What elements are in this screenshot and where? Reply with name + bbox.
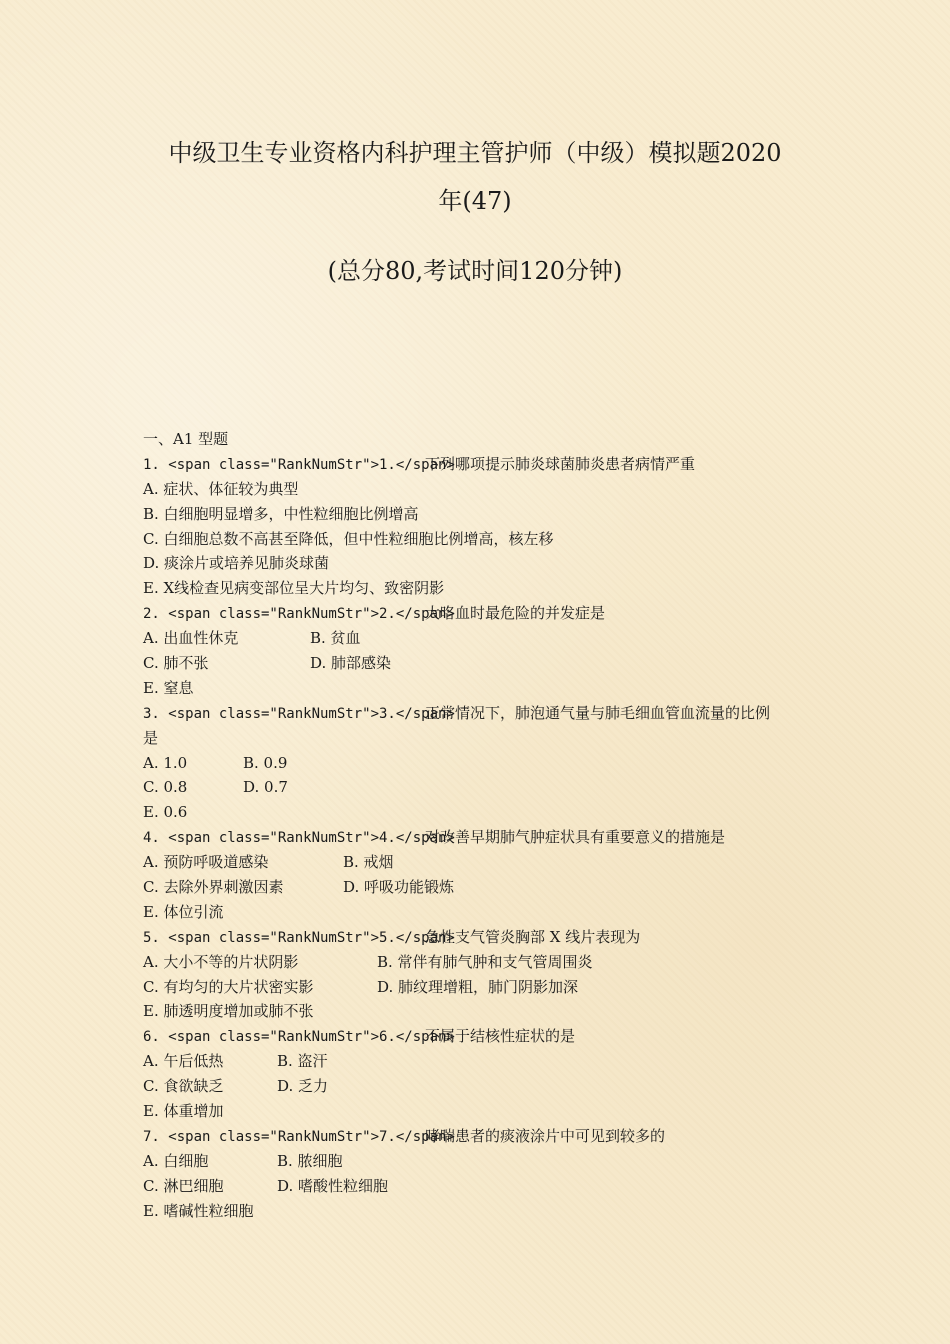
option-row — [143, 975, 823, 1000]
questions-container — [143, 452, 823, 1224]
answer-option: D. 0.7 — [243, 778, 288, 797]
document-title-line1: 中级卫生专业资格内科护理主管护师（中级）模拟题2020 — [168, 139, 782, 167]
document-title-line2: 年(47) — [438, 187, 512, 215]
question-number: 5. <span class="RankNumStr">5.</span> — [143, 929, 455, 946]
answer-option: C. 去除外界刺激因素 — [143, 878, 284, 897]
question-stem-line — [143, 452, 823, 477]
answer-option: B. 常伴有肺气肿和支气管周围炎 — [377, 952, 593, 971]
question-stem: 对改善早期肺气肿症状具有重要意义的措施是 — [425, 828, 726, 847]
answer-option: B. 0.9 — [243, 753, 288, 772]
answer-option: E. 肺透明度增加或肺不张 — [143, 1002, 314, 1021]
option-row — [143, 527, 823, 552]
option-row — [143, 800, 823, 825]
option-row — [143, 999, 823, 1024]
answer-option: B. 盗汗 — [277, 1052, 328, 1071]
question-number: 7. <span class="RankNumStr">7.</span> — [143, 1128, 455, 1145]
question-stem-line — [143, 701, 823, 726]
question-number: 1. <span class="RankNumStr">1.</span> — [143, 456, 455, 473]
question-number: 3. <span class="RankNumStr">3.</span> — [143, 705, 455, 722]
document-subtitle: (总分80,考试时间120分钟) — [327, 257, 623, 285]
option-row — [143, 551, 823, 576]
answer-option: D. 肺部感染 — [310, 654, 392, 673]
question-item — [143, 1124, 823, 1224]
question-item — [143, 925, 823, 1025]
option-row — [143, 1074, 823, 1099]
option-row — [143, 676, 823, 701]
question-stem: 大咯血时最危险的并发症是 — [425, 604, 606, 623]
answer-option: C. 白细胞总数不高甚至降低，但中性粒细胞比例增高，核左移 — [143, 529, 554, 548]
question-item — [143, 601, 823, 701]
answer-option: E. 嗜碱性粒细胞 — [143, 1201, 254, 1220]
question-stem: 不属于结核性症状的是 — [425, 1027, 576, 1046]
option-row — [143, 576, 823, 601]
option-row — [143, 1174, 823, 1199]
question-number: 2. <span class="RankNumStr">2.</span> — [143, 606, 455, 623]
question-stem: 下列哪项提示肺炎球菌肺炎患者病情严重 — [425, 454, 696, 473]
option-row — [143, 900, 823, 925]
answer-option: B. 白细胞明显增多，中性粒细胞比例增高 — [143, 504, 419, 523]
option-row — [143, 502, 823, 527]
question-item — [143, 825, 823, 925]
answer-option: D. 痰涂片或培养见肺炎球菌 — [143, 554, 330, 573]
answer-option: B. 贫血 — [310, 629, 361, 648]
option-row — [143, 950, 823, 975]
question-stem-line — [143, 825, 823, 850]
question-stem: 急性支气管炎胸部 X 线片表现为 — [425, 927, 641, 946]
question-number: 6. <span class="RankNumStr">6.</span> — [143, 1029, 455, 1046]
answer-option: E. 体位引流 — [143, 902, 224, 921]
answer-option: C. 0.8 — [143, 778, 188, 797]
option-row — [143, 477, 823, 502]
option-row — [143, 850, 823, 875]
question-item — [143, 1024, 823, 1124]
answer-option: B. 戒烟 — [343, 853, 394, 872]
question-stem: 哮喘患者的痰液涂片中可见到较多的 — [425, 1126, 666, 1145]
option-row — [143, 875, 823, 900]
question-stem-line — [143, 925, 823, 950]
question-item — [143, 452, 823, 601]
answer-option: A. 出血性休克 — [143, 629, 239, 648]
answer-option: E. 0.6 — [143, 803, 188, 822]
answer-option: A. 预防呼吸道感染 — [143, 853, 269, 872]
answer-option: E. X线检查见病变部位呈大片均匀、致密阴影 — [143, 579, 445, 598]
question-list — [143, 427, 823, 1224]
answer-option: D. 肺纹理增粗，肺门阴影加深 — [377, 977, 579, 996]
answer-option: C. 肺不张 — [143, 654, 209, 673]
option-row — [143, 651, 823, 676]
question-stem-line — [143, 601, 823, 626]
answer-option: A. 大小不等的片状阴影 — [143, 952, 299, 971]
question-number: 4. <span class="RankNumStr">4.</span> — [143, 830, 455, 847]
answer-option: A. 午后低热 — [143, 1052, 224, 1071]
option-row — [143, 751, 823, 776]
answer-option: E. 体重增加 — [143, 1102, 224, 1121]
question-stem: 正常情况下，肺泡通气量与肺毛细血管血流量的比例 — [425, 703, 771, 722]
answer-option: C. 有均匀的大片状密实影 — [143, 977, 314, 996]
answer-option: C. 食欲缺乏 — [143, 1077, 224, 1096]
section-heading: 一、A1 型题 — [143, 430, 229, 448]
answer-option: B. 脓细胞 — [277, 1151, 343, 1170]
option-row — [143, 1199, 823, 1224]
question-item — [143, 701, 823, 825]
answer-option: C. 淋巴细胞 — [143, 1176, 224, 1195]
answer-option: A. 症状、体征较为典型 — [143, 479, 299, 498]
question-stem-line — [143, 1124, 823, 1149]
answer-option: A. 1.0 — [143, 753, 188, 772]
option-row — [143, 1149, 823, 1174]
option-row — [143, 626, 823, 651]
option-row — [143, 775, 823, 800]
answer-option: D. 嗜酸性粒细胞 — [277, 1176, 389, 1195]
option-row — [143, 1099, 823, 1124]
option-row — [143, 1049, 823, 1074]
question-stem-line — [143, 1024, 823, 1049]
answer-option: D. 乏力 — [277, 1077, 329, 1096]
question-stem-continuation: 是 — [143, 728, 159, 747]
answer-option: E. 窒息 — [143, 678, 194, 697]
answer-option: A. 白细胞 — [143, 1151, 209, 1170]
answer-option: D. 呼吸功能锻炼 — [343, 878, 455, 897]
